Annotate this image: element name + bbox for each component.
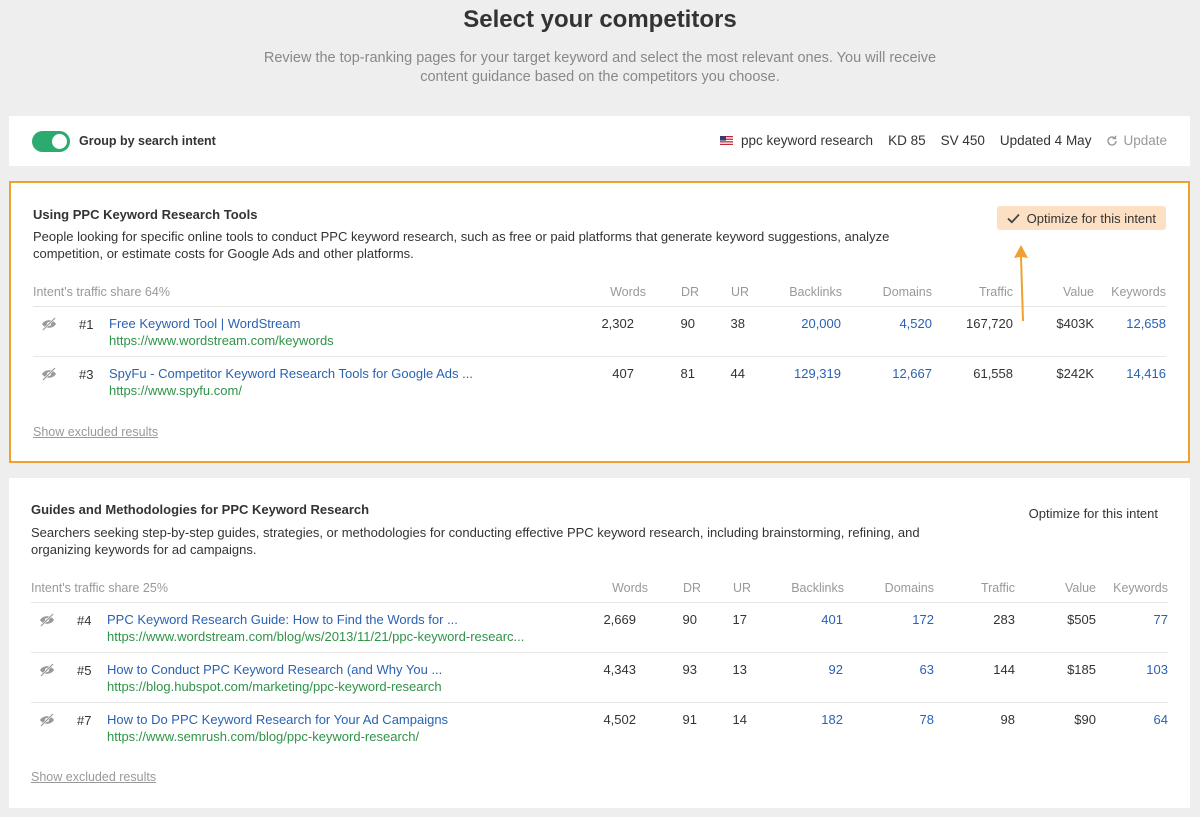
value-value: $403K [1056,316,1094,331]
col-words[interactable]: Words [610,285,646,299]
domains-link[interactable]: 4,520 [899,316,932,331]
kd-value: KD 85 [888,133,926,148]
backlinks-link[interactable]: 92 [828,662,843,677]
table-header [33,285,1166,307]
dr-value: 90 [680,316,695,331]
table-row [33,307,1166,357]
result-title-link[interactable]: Free Keyword Tool | WordStream [109,316,301,331]
intent-description: People looking for specific online tools to conduct PPC keyword research, such as free or paid platforms that generate keyword suggestions, analyze competition, or estimate costs for Google Ads and other platforms. [33,229,890,261]
col-domains[interactable]: Domains [882,285,932,299]
intent-title: Using PPC Keyword Research Tools [33,207,258,222]
refresh-icon [1106,135,1118,147]
rank: #4 [77,613,92,628]
result-title-link[interactable]: How to Do PPC Keyword Research for Your Ad Campaigns [107,712,449,727]
dr-value: 81 [680,366,695,381]
domains-link[interactable]: 172 [912,612,934,627]
result-title-link[interactable]: SpyFu - Competitor Keyword Research Tools for Google Ads ... [109,366,473,381]
keywords-link[interactable]: 64 [1153,712,1168,727]
result-url-link[interactable]: https://www.wordstream.com/blog/ws/2013/11/21/ppc-keyword-researc... [107,629,525,644]
group-by-intent-label: Group by search intent [79,134,216,148]
result-url-link[interactable]: https://www.semrush.com/blog/ppc-keyword-research/ [107,729,420,744]
words-value: 2,669 [603,612,636,627]
table-row [31,703,1168,753]
words-value: 407 [612,366,634,381]
intent-card-guides [9,478,1190,808]
us-flag-icon [720,136,733,145]
col-value[interactable]: Value [1062,285,1094,299]
value-value: $185 [1067,662,1096,677]
page-title: Select your competitors [463,6,737,33]
words-value: 4,343 [603,662,636,677]
traffic-value: 144 [993,662,1015,677]
value-value: $90 [1074,712,1096,727]
keyword-text: ppc keyword research [741,133,874,148]
result-url-link[interactable]: https://blog.hubspot.com/marketing/ppc-keyword-research [107,679,442,694]
value-value: $242K [1056,366,1094,381]
exclude-eye-icon[interactable] [41,317,57,334]
dr-value: 90 [682,612,697,627]
traffic-share: Intent's traffic share 25% [31,581,168,595]
keywords-link[interactable]: 103 [1146,662,1168,677]
backlinks-link[interactable]: 401 [821,612,843,627]
optimize-intent-button[interactable] [1019,501,1168,525]
optimize-intent-button[interactable] [997,206,1166,230]
domains-link[interactable]: 12,667 [892,366,932,381]
col-dr[interactable]: DR [680,285,699,299]
keyword-meta [720,133,1167,148]
sv-value: SV 450 [940,133,985,148]
keywords-link[interactable]: 14,416 [1126,366,1166,381]
intent-description: Searchers seeking step-by-step guides, strategies, or methodologies for conducting effective PPC keyword research, including brainstorming, refining, and organizing keywords for ad campaigns. [31,525,920,557]
exclude-eye-icon[interactable] [39,713,55,730]
optimize-label: Optimize for this intent [1026,210,1156,226]
col-traffic[interactable]: Traffic [978,285,1013,299]
update-button[interactable] [1106,133,1167,148]
domains-link[interactable]: 78 [919,712,934,727]
backlinks-link[interactable]: 182 [821,712,843,727]
table-row [31,653,1168,703]
result-title-link[interactable]: PPC Keyword Research Guide: How to Find the Words for ... [107,612,458,627]
col-backlinks[interactable]: Backlinks [791,581,844,595]
exclude-eye-icon[interactable] [39,613,55,630]
show-excluded-link[interactable]: Show excluded results [31,770,157,784]
keywords-link[interactable]: 77 [1153,612,1168,627]
table-header [31,581,1168,603]
backlinks-link[interactable]: 129,319 [794,366,841,381]
rank: #3 [79,367,94,382]
col-ur[interactable]: UR [732,581,751,595]
col-keywords[interactable]: Keywords [1113,581,1168,595]
intent-title: Guides and Methodologies for PPC Keyword Research [31,502,370,517]
group-by-intent-toggle[interactable] [32,131,70,152]
col-traffic[interactable]: Traffic [980,581,1015,595]
ur-value: 44 [730,366,745,381]
traffic-value: 167,720 [966,316,1013,331]
traffic-value: 61,558 [973,366,1013,381]
result-title-link[interactable]: How to Conduct PPC Keyword Research (and Why You ... [107,662,443,677]
words-value: 2,302 [601,316,634,331]
traffic-value: 98 [1000,712,1015,727]
page-subtitle: Review the top-ranking pages for your target keyword and select the most relevant ones. You will receive content guidance based on the competitors you choose. [263,50,937,85]
table-row [33,357,1166,407]
domains-link[interactable]: 63 [919,662,934,677]
result-url-link[interactable]: https://www.wordstream.com/keywords [109,333,334,348]
rank: #5 [77,663,92,678]
dr-value: 93 [682,662,697,677]
col-domains[interactable]: Domains [884,581,934,595]
table-row [31,603,1168,653]
annotation-arrow-icon [1009,243,1033,323]
optimize-label: Optimize for this intent [1028,505,1158,521]
words-value: 4,502 [603,712,636,727]
col-ur[interactable]: UR [730,285,749,299]
exclude-eye-icon[interactable] [39,663,55,680]
ur-value: 13 [732,662,747,677]
ur-value: 14 [732,712,747,727]
keywords-link[interactable]: 12,658 [1126,316,1166,331]
col-backlinks[interactable]: Backlinks [789,285,842,299]
toggle-knob [52,134,67,149]
rank: #1 [79,317,94,332]
toolbar [9,116,1190,166]
backlinks-link[interactable]: 20,000 [801,316,841,331]
value-value: $505 [1067,612,1096,627]
exclude-eye-icon[interactable] [41,367,57,384]
ur-value: 38 [730,316,745,331]
col-words[interactable]: Words [612,581,648,595]
col-keywords[interactable]: Keywords [1111,285,1166,299]
show-excluded-link[interactable]: Show excluded results [33,425,159,439]
rank: #7 [77,713,92,728]
checkmark-icon [1007,213,1020,224]
dr-value: 91 [682,712,697,727]
update-label: Update [1123,133,1167,148]
updated-date: Updated 4 May [999,133,1092,148]
ur-value: 17 [732,612,747,627]
col-dr[interactable]: DR [682,581,701,595]
result-url-link[interactable]: https://www.spyfu.com/ [109,383,242,398]
traffic-share: Intent's traffic share 64% [33,285,170,299]
traffic-value: 283 [993,612,1015,627]
col-value[interactable]: Value [1064,581,1096,595]
